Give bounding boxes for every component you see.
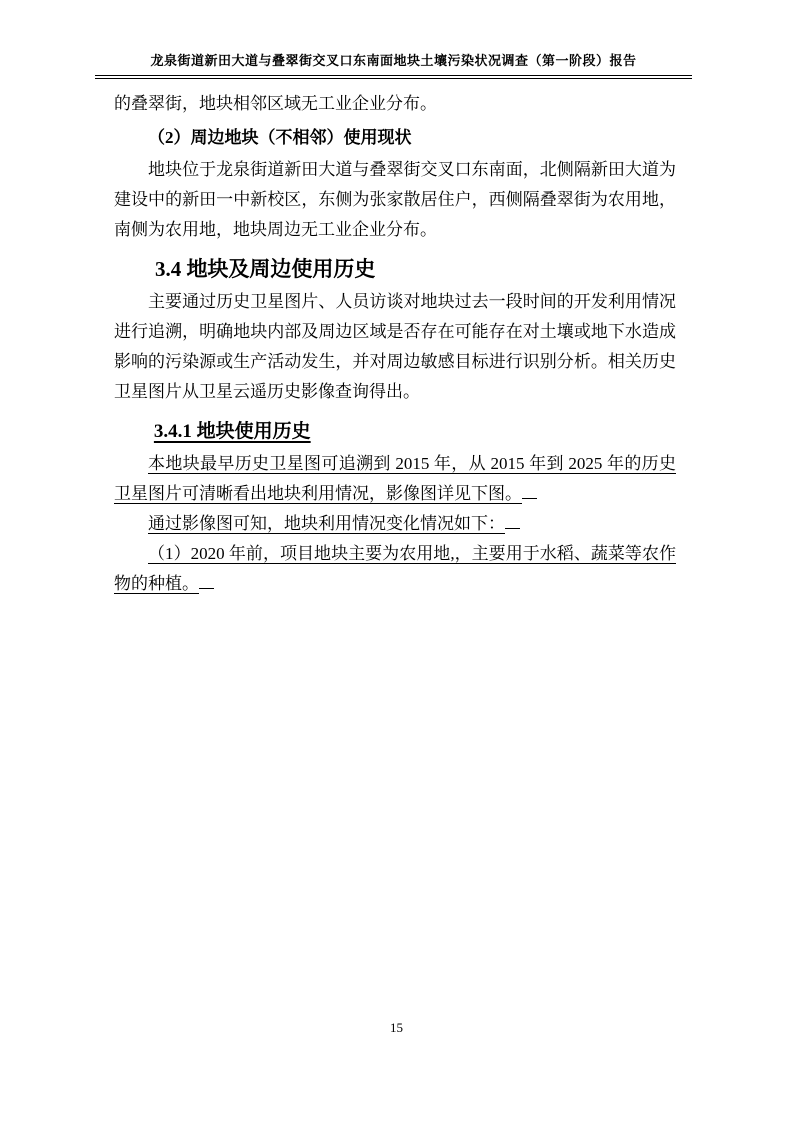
paragraph-item-1-before-2020: （1）2020 年前，项目地块主要为农用地,，主要用于水稻、蔬菜等农作物的种植。 [114,539,676,599]
paragraph-imagery-changes: 通过影像图可知，地块利用情况变化情况如下： [114,509,676,539]
page-number: 15 [390,1020,403,1035]
paragraph-overflow-continuation: 的叠翠街，地块相邻区域无工业企业分布。 [114,94,437,113]
page-header-title: 龙泉街道新田大道与叠翠街交叉口东南面地块土壤污染状况调查（第一阶段）报告 [95,52,692,79]
heading-surrounding-plots: （2）周边地块（不相邻）使用现状 [148,128,412,147]
heading-section-3-4-1: 3.4.1 地块使用历史 [153,421,311,442]
paragraph-surrounding-description: 地块位于龙泉街道新田大道与叠翠街交叉口东南面，北侧隔新田大道为建设中的新田一中新校区，东侧为张家散居住户，西侧隔叠翠街为农用地，南侧为农用地，地块周边无工业企业分布。 [114,160,676,239]
paragraph-satellite-history: 本地块最早历史卫星图可追溯到 2015 年，从 2015 年到 2025 年的历史卫星图片可清晰看出地块利用情况，影像图详见下图。 [114,449,676,509]
heading-section-3-4: 3.4 地块及周边使用历史 [154,257,376,281]
paragraph-method-description: 主要通过历史卫星图片、人员访谈对地块过去一段时间的开发利用情况进行追溯，明确地块内部及周边区域是否存在可能存在对土壤或地下水造成影响的污染源或生产活动发生，并对周边敏感目标进行识别分析。相关历史卫星图片从卫星云遥历史影像查询得出。 [114,292,676,401]
